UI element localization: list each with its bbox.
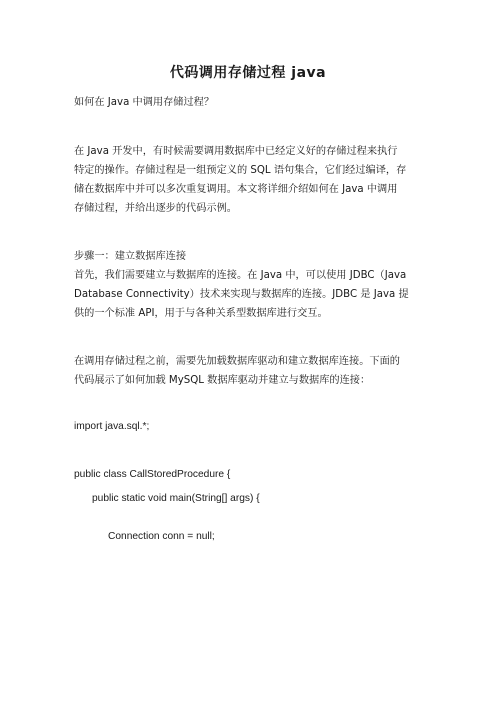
step1-line: Database Connectivity）技术来实现与数据库的连接。JDBC 是 Java 提	[74, 289, 409, 300]
intro-line: 在 Java 开发中，有时候需要调用数据库中已经定义好的存储过程来执行	[74, 146, 398, 157]
step1-line: 供的一个标准 API，用于与各种关系型数据库进行交互。	[74, 308, 328, 319]
code-import-line: import java.sql.*;	[74, 421, 150, 432]
intro-line: 储在数据库中并可以多次重复调用。本文将详细介绍如何在 Java 中调用	[74, 184, 398, 195]
document-title: 代码调用存储过程 java	[169, 65, 327, 81]
driver-line: 在调用存储过程之前，需要先加载数据库驱动和建立数据库连接。下面的	[74, 356, 400, 367]
code-class-line: public class CallStoredProcedure {	[74, 469, 231, 480]
intro-line: 特定的操作。存储过程是一组预定义的 SQL 语句集合，它们经过编译，存	[74, 165, 407, 176]
intro-line: 存储过程，并给出逐步的代码示例。	[74, 203, 237, 214]
code-conn-line: Connection conn = null;	[108, 531, 215, 542]
subtitle-question: 如何在 Java 中调用存储过程？	[74, 97, 215, 108]
driver-line: 代码展示了如何加载 MySQL 数据库驱动并建立与数据库的连接：	[74, 375, 371, 386]
step1-heading: 步骤一：建立数据库连接	[74, 251, 187, 262]
code-main-line: public static void main(String[] args) {	[92, 493, 260, 504]
step1-line: 首先，我们需要建立与数据库的连接。在 Java 中，可以使用 JDBC（Java	[74, 270, 407, 281]
